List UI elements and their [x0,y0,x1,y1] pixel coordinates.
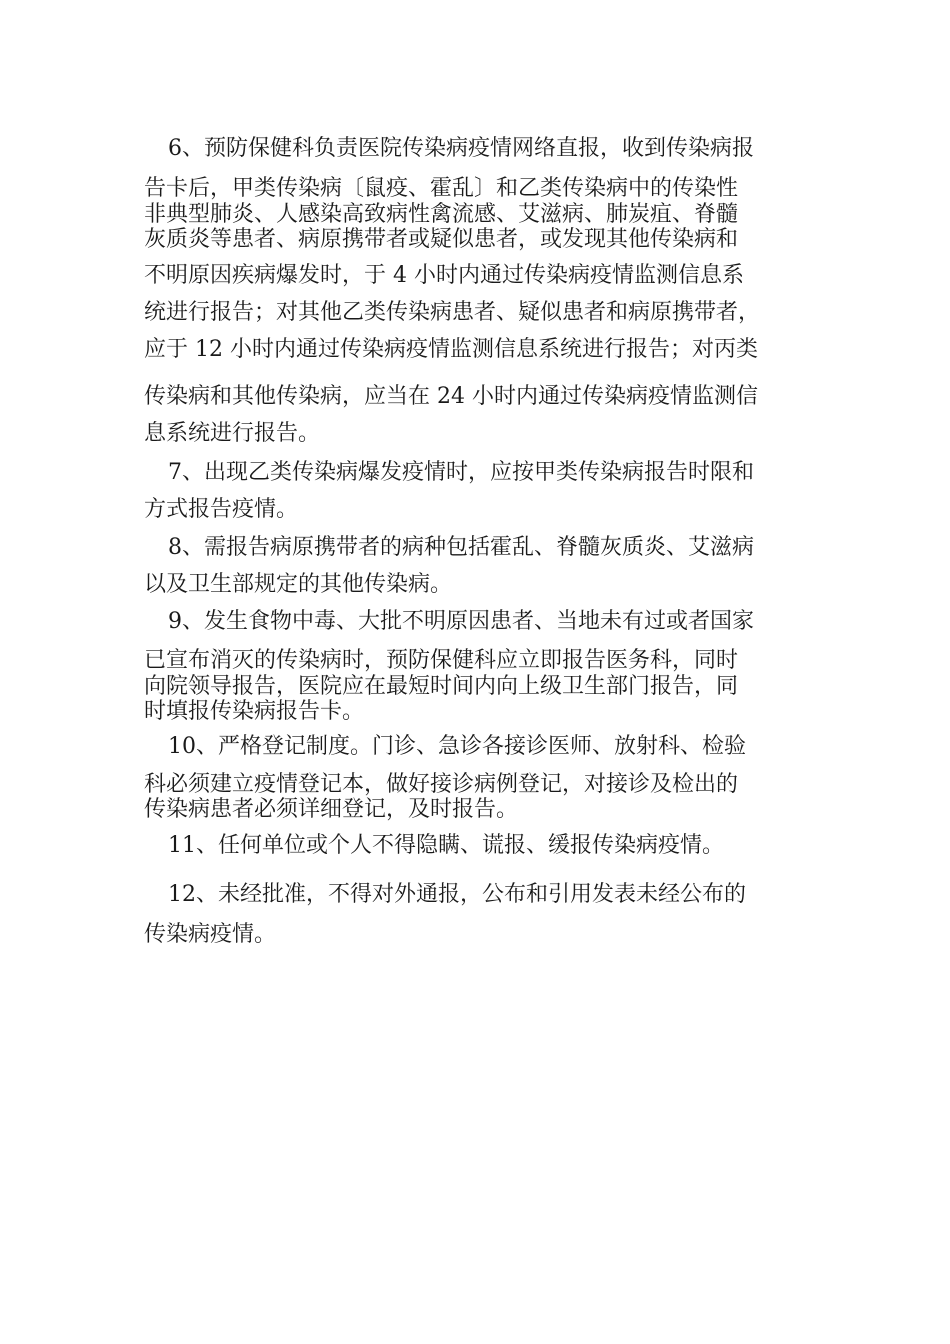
document-page: 6、预防保健科负责医院传染病疫情网络直报，收到传染病报 告卡后，甲类传染病〔鼠疫、霍乱〕和乙类传染病中的传染性 非典型肺炎、人感染高致病性禽流感、艾滋病、肺炭疽、脊髓 灰质炎等患者、病原携带者或疑似患者，或发现其他传染病和 不明原因疾病爆发时，于 4 小时内通过传染病疫情监测信息系 统进行报告；对其他乙类传染病患者、疑似患者和病原携带者， 应于 12 小时内通过传染病疫情监测信息系统进行报告；对丙类 传染病和其他传染病，应当在 24 小时内通过传染病疫情监测信 息系统进行报告。 7、出现乙类传染病爆发疫情时，应按甲类传染病报告时限和 方式报告疫情。 8、需报告病原携带者的病种包括霍乱、脊髓灰质炎、艾滋病 以及卫生部规定的其他传染病。 9、发生食物中毒、大批不明原因患者、当地未有过或者国家 已宣布消灭的传染病时，预防保健科应立即报告医务科，同时 向院领导报告，医院应在最短时间内向上级卫生部门报告，同 时填报传染病报告卡。 10、严格登记制度。门诊、急诊各接诊医师、放射科、检验 科必须建立疫情登记本，做好接诊病例登记，对接诊及检出的 传染病患者必须详细登记，及时报告。 11、任何单位或个人不得隐瞒、谎报、缓报传染病疫情。 12、未经批准，不得对外通报，公布和引用发表未经公布的 传染病疫情。 [144,136,761,947]
